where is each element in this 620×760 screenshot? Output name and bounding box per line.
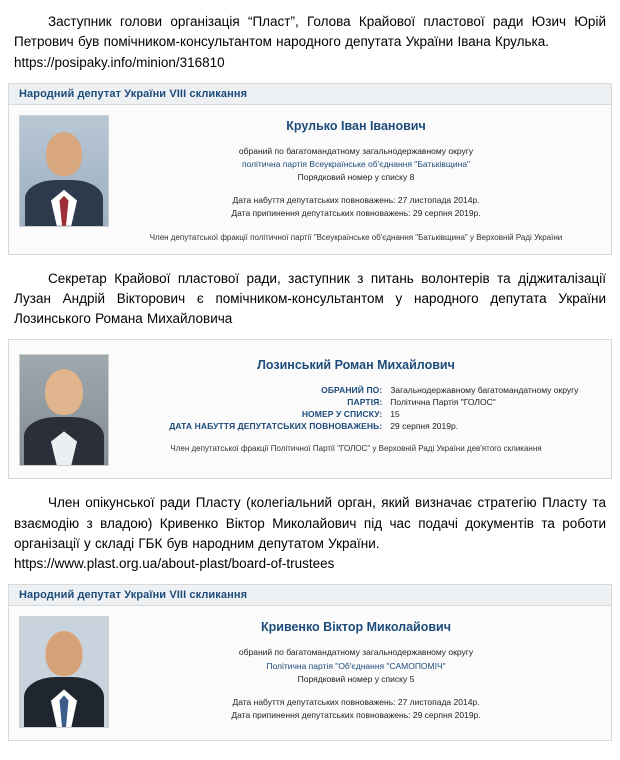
row-value: 29 серпня 2019р. (390, 421, 459, 432)
photo-wrap-3 (19, 616, 111, 728)
card-date: Дата припинення депутатських повноважень: 29 серпня 2019р. (231, 208, 481, 219)
card-header-3: Народний депутат України VIII скликання (9, 585, 611, 606)
card-line: Політична партія "Об'єднання "САМОПОМІЧ" (266, 660, 446, 671)
table-row (111, 396, 601, 408)
link-3[interactable]: https://www.plast.org.ua/about-plast/board-of-trustees (14, 556, 335, 572)
person-name-3: Кривенко Віктор Миколайович (261, 620, 451, 635)
card-line: Порядковий номер у списку 5 (297, 673, 415, 684)
deputy-card-2 (8, 339, 612, 479)
deputy-details-table-2 (111, 384, 601, 432)
row-key: ПАРТІЯ: (347, 397, 383, 408)
table-row (111, 408, 601, 420)
person-name-2: Лозинський Роман Михайлович (257, 358, 455, 373)
paragraph-1: Заступник голови організація “Пласт”, Голова Крайової пластової ради Юзич Юрій Петрович був помічником-консультантом народного депутата України Івана Крулька. (14, 14, 606, 50)
row-key: ОБРАНИЙ ПО: (321, 385, 383, 396)
card-line: обраний по багатомандатному загальнодержавному округу (238, 647, 474, 658)
card-date: Дата набуття депутатських повноважень: 27 листопада 2014р. (232, 195, 480, 206)
card-footnote-1: Член депутатської фракції політичної партії "Всеукраїнське об'єднання "Батьківщина" у Верховній Раді України (149, 232, 563, 242)
deputy-card-1 (8, 83, 612, 255)
table-row (111, 420, 601, 432)
photo-wrap-2 (19, 354, 111, 466)
row-value: Загальнодержавному багатомандатному округу (390, 385, 579, 396)
paragraph-2: Секретар Крайової пластової ради, заступник з питань волонтерів та діджиталізації Лузан Андрій Вікторович є помічником-консультантом у народного депутата України Лозинського Романа Михайловича (14, 270, 606, 327)
card-date: Дата набуття депутатських повноважень: 27 листопада 2014р. (232, 696, 480, 707)
row-value: 15 (390, 409, 400, 420)
deputy-card-3 (8, 584, 612, 741)
card-line: обраний по багатомандатному загальнодержавному округу (238, 145, 474, 156)
card-line: політична партія Всеукраїнське об'єднання "Батьківщина" (241, 158, 471, 169)
row-key: ДАТА НАБУТТЯ ДЕПУТАТСЬКИХ ПОВНОВАЖЕНЬ: (169, 421, 383, 432)
portrait-photo-1 (19, 115, 109, 227)
link-1[interactable]: https://posipaky.info/minion/316810 (14, 54, 225, 70)
row-key: НОМЕР У СПИСКУ: (301, 409, 383, 420)
card-date: Дата припинення депутатських повноважень: 29 серпня 2019р. (231, 710, 481, 721)
portrait-photo-2 (19, 354, 109, 466)
card-footnote-2: Член депутатської фракції Політичної Партії "ГОЛОС" у Верховній Раді України дев'ятого скликання (170, 444, 542, 454)
row-value: Політична Партія "ГОЛОС" (390, 397, 496, 408)
person-name-1: Крулько Іван Іванович (286, 118, 426, 133)
table-row (111, 384, 601, 396)
photo-wrap-1 (19, 115, 111, 242)
card-header-1: Народний депутат України VIII скликання (9, 84, 611, 105)
card-line: Порядковий номер у списку 8 (297, 172, 415, 183)
paragraph-3: Член опікунської ради Пласту (колегіальний орган, який визначає стратегію Пласту та взаємодію з владою) Кривенко Віктор Миколайович під час подачі документів та роботи організації у складі ГБК був народним депутатом України. (14, 495, 606, 551)
portrait-photo-3 (19, 616, 109, 728)
